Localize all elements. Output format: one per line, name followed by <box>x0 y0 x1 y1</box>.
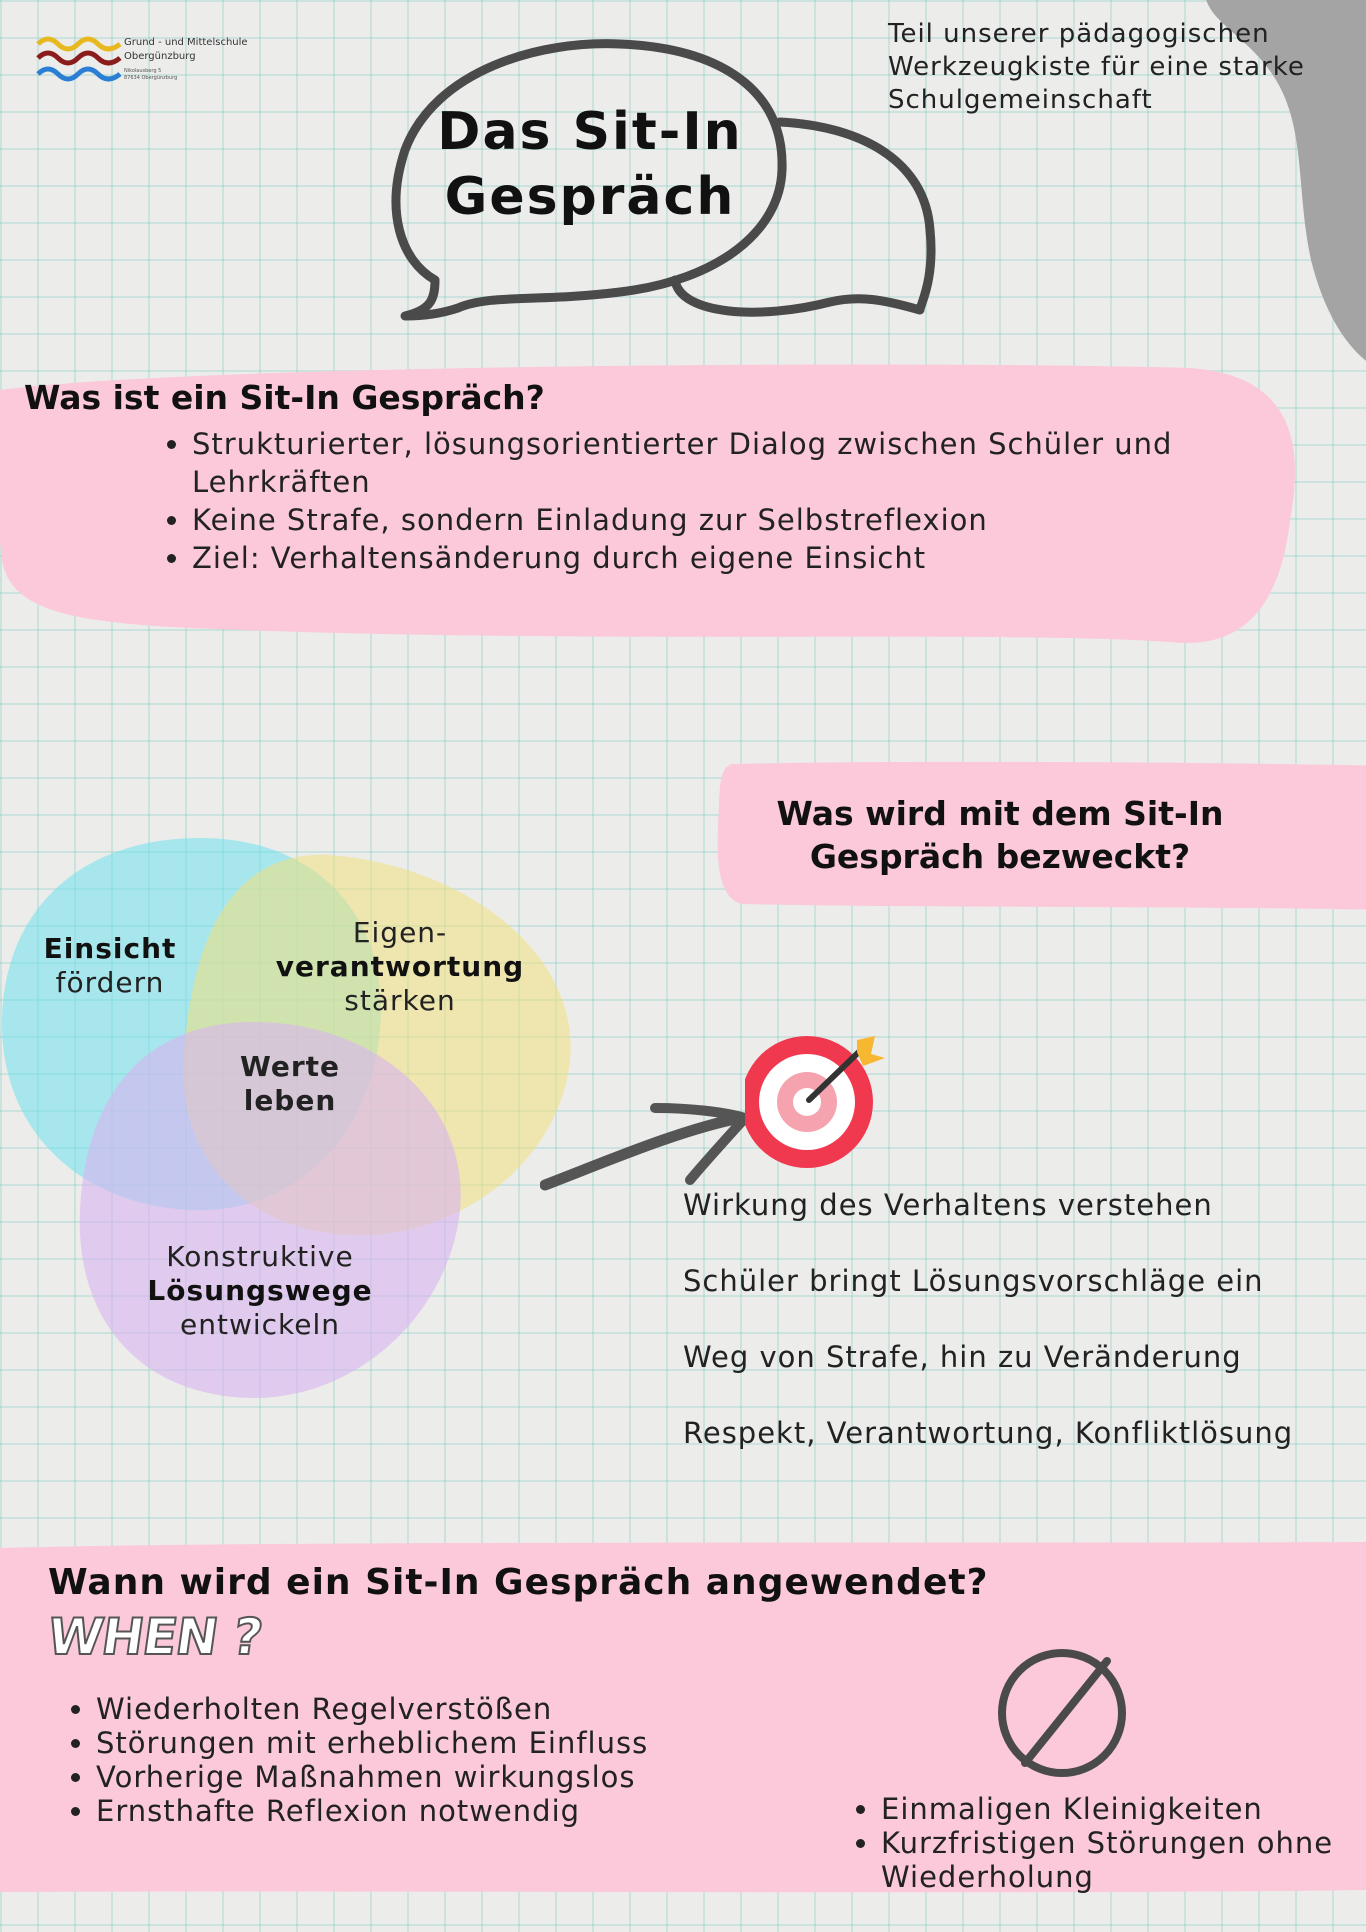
no-entry-icon <box>995 1645 1130 1780</box>
goal-item: Respekt, Verantwortung, Konfliktlösung <box>683 1416 1294 1450</box>
title-line2: Gespräch <box>444 167 736 227</box>
logo-waves-icon <box>36 32 122 90</box>
list-item: • Wiederholten Regelverstößen <box>96 1692 816 1726</box>
logo-address2: 87634 Obergünzburg <box>124 75 178 81</box>
when-word-art: WHEN ? <box>43 1608 266 1666</box>
goal-item: Wirkung des Verhaltens verstehen <box>683 1188 1213 1222</box>
what-heading: Was ist ein Sit-In Gespräch? <box>24 378 545 417</box>
logo-address1: Nikolausberg 5 <box>124 68 162 74</box>
goal-item: Weg von Strafe, hin zu Veränderung <box>683 1340 1242 1374</box>
page-title <box>400 100 780 230</box>
not-when-list <box>845 1792 1366 1894</box>
list-item: • Störungen mit erheblichem Einfluss <box>96 1726 816 1760</box>
arrow-right-icon <box>540 1090 770 1200</box>
list-item: • Ziel: Verhaltensänderung durch eigene Einsicht <box>192 539 1292 577</box>
list-item: • Kurzfristigen Störungen ohne Wiederholung <box>881 1826 1366 1894</box>
goals-list <box>683 1185 1366 1489</box>
venn-label-solutions: Konstruktive Lösungswege entwickeln <box>147 1240 373 1341</box>
school-logo <box>36 32 256 90</box>
title-line1: Das Sit-In <box>437 102 743 162</box>
venn-diagram <box>0 830 580 1410</box>
list-item: • Einmaligen Kleinigkeiten <box>881 1792 1366 1826</box>
purpose-heading: Was wird mit dem Sit-In Gespräch bezweckt? <box>776 794 1224 876</box>
list-item: • Strukturierter, lösungsorientierter Dialog zwischen Schüler und Lehrkräften <box>192 425 1292 501</box>
list-item: • Vorherige Maßnahmen wirkungslos <box>96 1760 816 1794</box>
target-icon <box>745 1030 890 1175</box>
when-heading: Wann wird ein Sit-In Gespräch angewendet? <box>48 1562 989 1603</box>
list-item: • Ernsthafte Reflexion notwendig <box>96 1794 816 1828</box>
tagline: Teil unserer pädagogischen Werkzeugkiste für eine starke Schulgemeinschaft <box>888 19 1305 115</box>
venn-label-values: Werte leben <box>239 1050 341 1117</box>
logo-line1: Grund - und Mittelschule <box>124 37 248 48</box>
logo-line2: Obergünzburg <box>124 51 196 62</box>
what-list <box>160 425 1292 577</box>
list-item: • Keine Strafe, sondern Einladung zur Selbstreflexion <box>192 501 1292 539</box>
goal-item: Schüler bringt Lösungsvorschläge ein <box>683 1264 1264 1298</box>
venn-label-responsibility: Eigen- verantwortung stärken <box>275 916 525 1017</box>
venn-label-insight: Einsicht fördern <box>43 932 177 999</box>
when-list <box>64 1692 816 1828</box>
